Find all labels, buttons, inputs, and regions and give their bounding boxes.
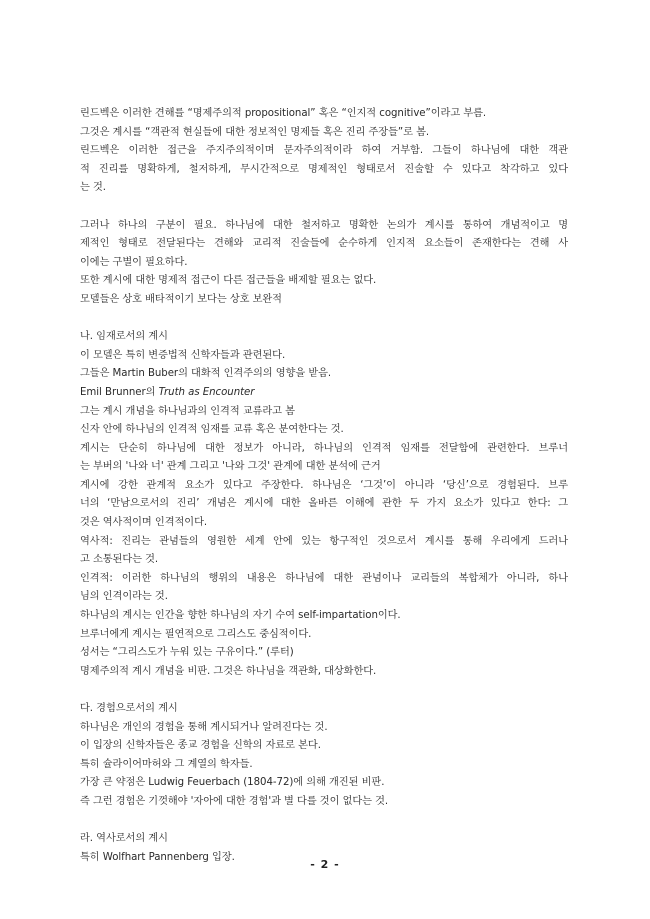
- text-line: 는 부버의 '나와 너' 관계 그리고 '나와 그것' 관계에 대한 분석에 근거: [80, 461, 381, 473]
- text-line: 제적인 형태로 전달된다는 견해와 교리적 진술들에 순수하게 인지적 요소들이 존재한다는 견해 사: [80, 238, 568, 250]
- text-line: 인격적: 이러한 하나님의 행위의 내용은 하나님에 대한 관념이나 교리들의 복합체가 아니라, 하나: [80, 572, 568, 584]
- page-body: [80, 105, 568, 867]
- text-line: 하나님의 계시는 인간을 향한 하나님의 자기 수여 self-impartation이다.: [80, 610, 401, 622]
- section-heading: 다. 경험으로서의 계시: [80, 703, 178, 714]
- paragraph-gap: [80, 681, 568, 700]
- text-line: 하나님은 개인의 경험을 통해 계시되거나 알려진다는 것.: [80, 721, 328, 733]
- text-line: 너의 ‘만남으로서의 진리’ 개념은 계시에 대한 올바른 이해에 관한 두 가지 요소가 있다고 한다: 그: [80, 498, 568, 510]
- paragraph-gap: [80, 310, 568, 329]
- text-line: 는 것.: [80, 182, 106, 194]
- text-line: 성서는 “그리스도가 누워 있는 구유이다.” (루터): [80, 647, 294, 659]
- text-line: 역사적: 진리는 관념들의 영원한 세계 안에 있는 항구적인 것으로서 계시를 통해 우리에게 드러나: [80, 535, 568, 547]
- text-line: 이에는 구별이 필요하다.: [80, 256, 188, 268]
- text-line: 가장 큰 약점은 Ludwig Feuerbach (1804-72)에 의해 개진된 비판.: [80, 777, 385, 789]
- text-line: 명제주의적 계시 개념을 비판. 그것은 하나님을 객관화, 대상화한다.: [80, 665, 377, 677]
- text-line: 또한 계시에 대한 명제적 접근이 다른 접근들을 배제할 필요는 없다.: [80, 275, 377, 287]
- brunner-prefix: Emil Brunner의: [80, 386, 159, 398]
- text-line: 신자 안에 하나님의 인격적 임재를 교류 혹은 분여한다는 것.: [80, 424, 344, 436]
- text-line: 그는 계시 개념을 하나님과의 인격적 교류라고 봄: [80, 405, 295, 417]
- paragraph-gap: [80, 812, 568, 831]
- text-line: 것은 역사적이며 인격적이다.: [80, 517, 208, 529]
- text-line: 님의 인격이라는 것.: [80, 591, 168, 603]
- text-line: 특히 슐라이어마허와 그 계열의 학자들.: [80, 758, 253, 770]
- text-line: 린드벡은 이러한 접근을 주지주의적이며 문자주의적이라 하여 거부함. 그들이 하나님에 대한 객관: [80, 145, 568, 157]
- text-line: 그것은 계시를 “객관적 현실들에 대한 정보적인 명제들 혹은 진리 주장들”로 봄.: [80, 126, 430, 138]
- page-number: - 2 -: [310, 858, 340, 871]
- section-heading: 나. 임재로서의 계시: [80, 331, 168, 343]
- text-line: [80, 384, 568, 403]
- text-line: 그러나 하나의 구분이 필요. 하나님에 대한 철저하고 명확한 논의가 계시를 통하여 개념적이고 명: [80, 219, 568, 231]
- text-line: 적 진리를 명확하게, 철저하게, 무시간적으로 명제적인 형태로서 진술할 수 있다고 착각하고 있다: [80, 163, 568, 175]
- text-line: 모델들은 상호 배타적이기 보다는 상호 보완적: [80, 293, 282, 305]
- text-line: 린드벡은 이러한 견해를 “명제주의적 propositional” 혹은 “인지적 cognitive”이라고 부름.: [80, 108, 487, 119]
- text-line: 이 입장의 신학자들은 종교 경험을 신학의 자료로 본다.: [80, 740, 321, 752]
- paragraph-gap: [80, 198, 568, 217]
- text-line: 계시에 강한 관계적 요소가 있다고 주장한다. 하나님은 ‘그것’이 아니라 ‘당신’으로 경험된다. 브루: [80, 479, 568, 491]
- text-line: 고 소통된다는 것.: [80, 554, 159, 566]
- text-line: 즉 그런 경험은 기껏해야 '자아에 대한 경험'과 별 다를 것이 없다는 것.: [80, 795, 389, 807]
- text-line: 계시는 단순히 하나님에 대한 정보가 아니라, 하나님의 인격적 임재를 전달함에 관련한다. 브루너: [80, 442, 568, 454]
- text-line: 특히 Wolfhart Pannenberg 입장.: [80, 851, 235, 863]
- text-line: 그들은 Martin Buber의 대화적 인격주의의 영향을 받음.: [80, 368, 332, 380]
- section-heading: 라. 역사로서의 계시: [80, 833, 168, 845]
- text-line: 브루너에게 계시는 필연적으로 그리스도 중심적이다.: [80, 628, 312, 640]
- text-line: 이 모델은 특히 변증법적 신학자들과 관련된다.: [80, 349, 286, 361]
- book-title: Truth as Encounter: [158, 386, 255, 398]
